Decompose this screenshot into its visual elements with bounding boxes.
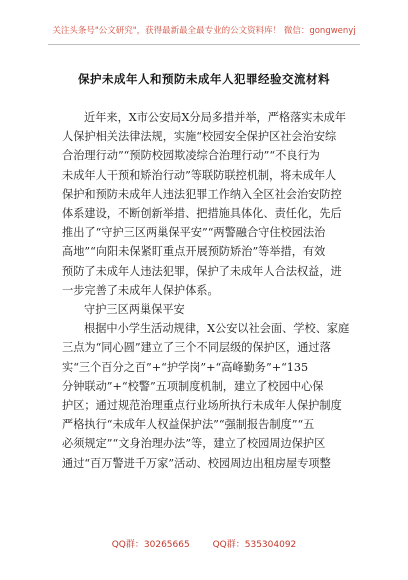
paragraph-line: 推出了“守护三区两巢保平安”“两警融合守住校园法治: [62, 226, 326, 240]
paragraph-line: 三点为“同心圆”建立了三个不同层级的保护区，通过落: [62, 341, 331, 355]
header-divider: [48, 44, 360, 45]
paragraph-line: 预防了未成年人违法犯罪，保护了未成年人合法权益，进: [62, 264, 342, 278]
section-heading: 守护三区两巢保平安: [84, 303, 185, 317]
qq-group-2: QQ群：535304092: [212, 540, 297, 550]
paragraph-line: 分钟联动”+“校警”五项制度机制，建立了校园中心保: [62, 379, 324, 393]
paragraph-line: 保护和预防未成年人违法犯罪工作纳入全区社会治安防控: [62, 187, 342, 201]
document-title: 保护未成年人和预防未成年人犯罪经验交流材料: [78, 72, 330, 86]
paragraph-line: 体系建设，不断创新举措、把措施具体化、责任化，先后: [62, 207, 342, 221]
paragraph-line: 人保护相关法律法规，实施“校园安全保护区社会治安综: [62, 130, 337, 144]
paragraph-line: 通过“百万警进千万家”活动、校园周边出租房屋专项整: [62, 456, 331, 470]
paragraph-line: 高地”“向阳未保紧盯重点开展预防矫治”等举措，有效: [62, 245, 326, 259]
footer-contacts: [0, 537, 408, 550]
paragraph-line: 一步完善了未成年人保护体系。: [62, 283, 219, 297]
paragraph-line: 合治理行动”“预防校园欺凌综合治理行动”“不良行为: [62, 149, 320, 163]
paragraph-line: 未成年人干预和矫治行动”等联防联控机制，将未成年人: [62, 168, 337, 182]
paragraph-line: 实“三个百分之百”+“护学岗”+“高峰勤务”+“135: [62, 360, 309, 374]
paragraph-line: 根据中小学生活动规律，X公安以社会面、学校、家庭: [84, 322, 350, 336]
document-body: [62, 108, 352, 473]
qq-group-1: QQ群：30265665: [111, 540, 190, 550]
paragraph-line: 近年来，X市公安局X分局多措并举，严格落实未成年: [84, 111, 347, 124]
paragraph-line: 必须规定”“文身治理办法”等，建立了校园周边保护区: [62, 437, 326, 451]
header-note: 关注头条号"公文研究"，获得最新最全最专业的公文资料库！ 微信：gongwenyj: [52, 26, 356, 36]
paragraph-line: 护区；通过规范治理重点行业场所执行未成年人保护制度: [62, 399, 342, 413]
paragraph-line: 严格执行“未成年人权益保护法”“强制报告制度”“五: [62, 418, 315, 432]
